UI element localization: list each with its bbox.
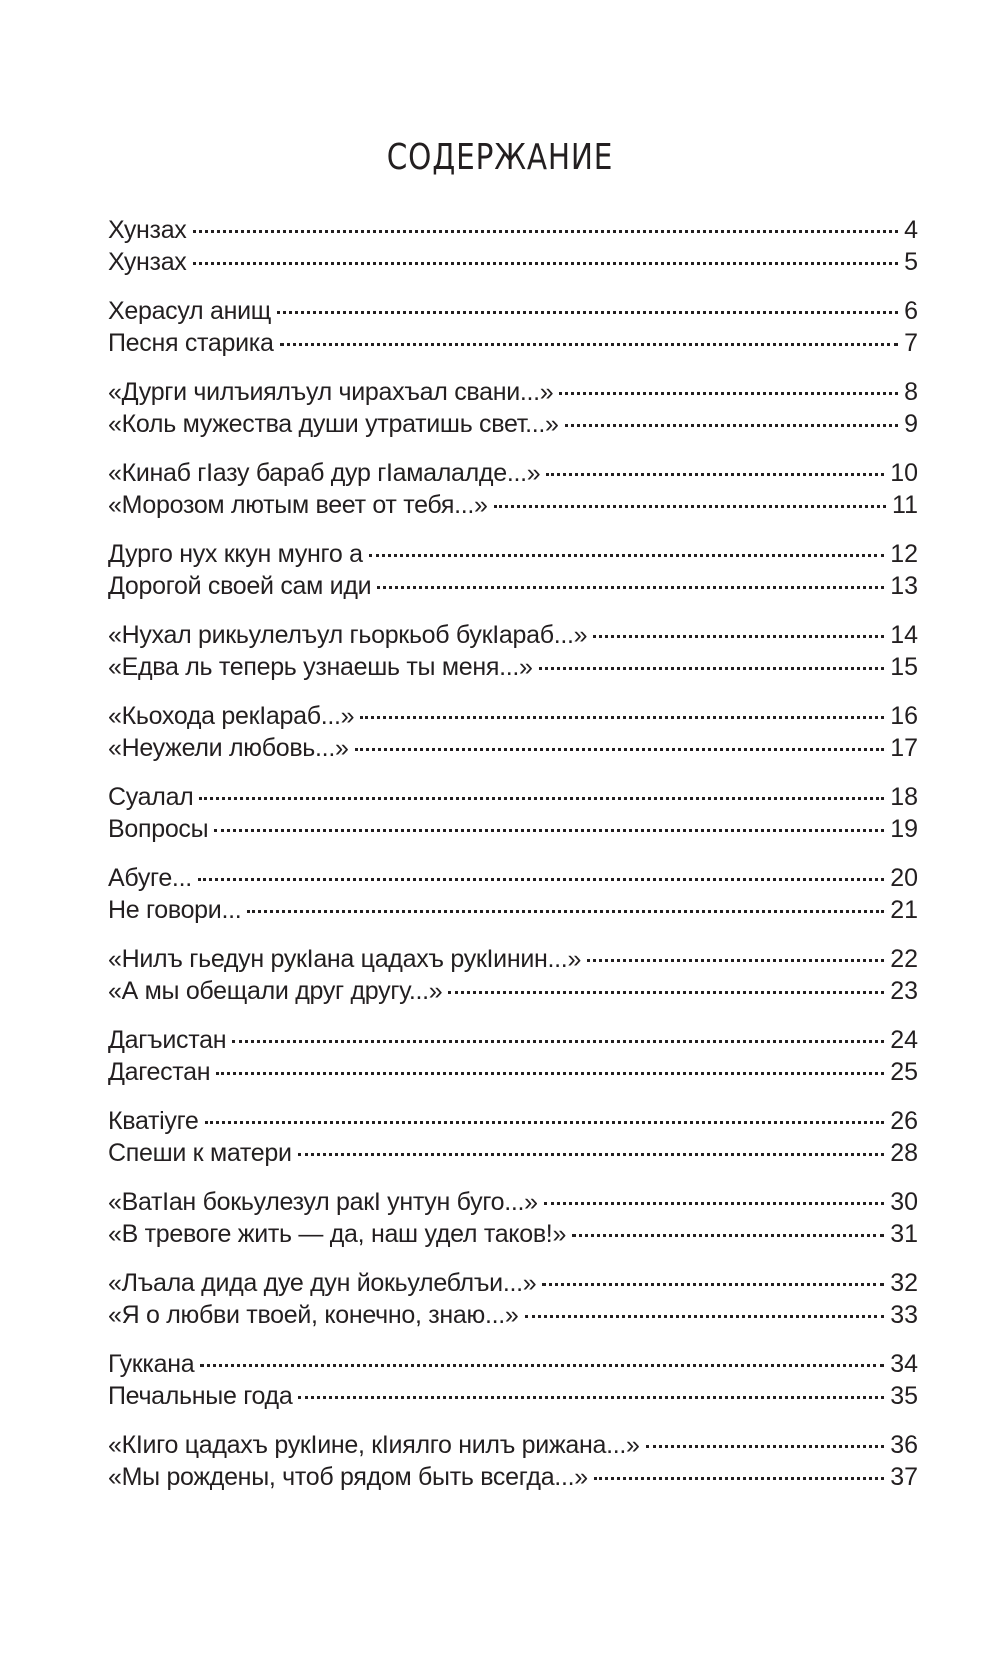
toc-entry-title: «А мы обещали друг другу...» [108, 977, 443, 1005]
toc-entry [108, 376, 918, 408]
toc-entry-title: Дорогой своей сам иди [108, 572, 372, 600]
toc-entry-page-number: 5 [904, 248, 918, 276]
dot-leader [205, 1121, 885, 1124]
toc-entry-title: «Нилъ гьедун рукIана цадахъ рукIинин...» [108, 945, 582, 973]
toc-entry [108, 1380, 918, 1412]
toc-entry-page-number: 23 [890, 977, 918, 1005]
dot-leader [587, 959, 884, 962]
toc-entry [108, 975, 918, 1007]
page-title: СОДЕРЖАНИЕ [386, 137, 614, 178]
toc-group [108, 1105, 918, 1169]
toc-entry-page-number: 25 [890, 1058, 918, 1086]
toc-entry-page-number: 30 [890, 1188, 918, 1216]
toc-entry-title: «Неужели любовь...» [108, 734, 349, 762]
toc-entry-title: Дурго нух ккун мунго а [108, 540, 363, 568]
toc-entry-page-number: 35 [890, 1382, 918, 1410]
toc-entry-title: Спеши к матери [108, 1139, 292, 1167]
dot-leader [565, 424, 898, 427]
toc-entry [108, 651, 918, 683]
toc-entry [108, 214, 918, 246]
dot-leader [277, 311, 898, 314]
toc-entry-title: «ВатIан бокьулезул ракI унтун буго...» [108, 1188, 538, 1216]
toc-group [108, 700, 918, 764]
dot-leader [298, 1153, 885, 1156]
toc-entry-page-number: 17 [890, 734, 918, 762]
toc-entry-title: «Кинаб гIазу бараб дур гIамалалде...» [108, 459, 541, 487]
toc-entry-title: Херасул анищ [108, 297, 272, 325]
toc-entry [108, 813, 918, 845]
toc-group [108, 943, 918, 1007]
toc-entry-page-number: 10 [890, 459, 918, 487]
toc-entry-page-number: 32 [890, 1269, 918, 1297]
toc-entry-title: «Лъала дида дуе дун йокьулеблъи...» [108, 1269, 537, 1297]
toc-entry-title: «Кьохода рекIараб...» [108, 702, 355, 730]
toc-group [108, 862, 918, 926]
toc-entry [108, 1105, 918, 1137]
toc-entry [108, 1186, 918, 1218]
dot-leader [539, 667, 885, 670]
toc-entry-title: «Коль мужества души утратишь свет...» [108, 410, 559, 438]
toc-entry-page-number: 16 [890, 702, 918, 730]
toc-entry-title: Вопросы [108, 815, 209, 843]
dot-leader [542, 1283, 884, 1286]
dot-leader [525, 1315, 885, 1318]
toc-entry-page-number: 36 [890, 1431, 918, 1459]
toc-group [108, 1024, 918, 1088]
toc-entry [108, 295, 918, 327]
toc-entry-page-number: 6 [904, 297, 918, 325]
toc-entry-title: «Я о любви твоей, конечно, знаю...» [108, 1301, 519, 1329]
toc-entry [108, 327, 918, 359]
dot-leader [298, 1396, 884, 1399]
toc-entry-page-number: 33 [890, 1301, 918, 1329]
toc-entry-title: «Едва ль теперь узнаешь ты меня...» [108, 653, 533, 681]
toc-entry [108, 1348, 918, 1380]
toc-entry [108, 781, 918, 813]
dot-leader [193, 230, 899, 233]
dot-leader [198, 878, 884, 881]
toc-entry [108, 570, 918, 602]
toc-entry-page-number: 19 [890, 815, 918, 843]
toc-entry [108, 457, 918, 489]
toc-entry [108, 1461, 918, 1493]
toc-entry-title: «Нухал рикьулелъул гьоркьоб букIараб...» [108, 621, 588, 649]
toc-entry-page-number: 12 [890, 540, 918, 568]
toc-group [108, 619, 918, 683]
toc-entry-page-number: 15 [890, 653, 918, 681]
toc-entry-title: «Дурги чилъиялъул чирахъал свани...» [108, 378, 554, 406]
dot-leader [193, 262, 899, 265]
dot-leader [646, 1445, 885, 1448]
toc-entry [108, 1218, 918, 1250]
dot-leader [546, 473, 884, 476]
toc-entry-page-number: 9 [904, 410, 918, 438]
toc-entry [108, 862, 918, 894]
toc-entry-page-number: 14 [890, 621, 918, 649]
toc-group [108, 781, 918, 845]
toc-entry-page-number: 26 [890, 1107, 918, 1135]
toc-group [108, 1348, 918, 1412]
toc-entry-page-number: 24 [890, 1026, 918, 1054]
toc-entry-title: Гуккана [108, 1350, 195, 1378]
toc-entry-title: «Морозом лютым веет от тебя...» [108, 491, 488, 519]
toc-entry-title: Кватiуге [108, 1107, 199, 1135]
toc-entry-title: Дагъистан [108, 1026, 227, 1054]
toc-entry [108, 619, 918, 651]
toc-entry [108, 1024, 918, 1056]
toc-group [108, 1267, 918, 1331]
toc-entry [108, 408, 918, 440]
toc-group [108, 457, 918, 521]
table-of-contents [108, 214, 918, 1510]
toc-entry [108, 1056, 918, 1088]
toc-entry-page-number: 34 [890, 1350, 918, 1378]
toc-entry [108, 538, 918, 570]
toc-group [108, 295, 918, 359]
dot-leader [594, 1477, 884, 1480]
toc-entry-title: Хунзах [108, 248, 187, 276]
toc-entry [108, 1299, 918, 1331]
toc-entry-title: Суалал [108, 783, 194, 811]
dot-leader [280, 343, 898, 346]
toc-entry-page-number: 11 [892, 491, 918, 519]
toc-entry-title: Песня старика [108, 329, 274, 357]
toc-entry [108, 732, 918, 764]
dot-leader [355, 748, 885, 751]
dot-leader [593, 635, 884, 638]
dot-leader [232, 1040, 884, 1043]
toc-entry-title: «Мы рождены, чтоб рядом быть всегда...» [108, 1463, 588, 1491]
toc-entry-title: Печальные года [108, 1382, 293, 1410]
toc-entry-page-number: 21 [890, 896, 918, 924]
dot-leader [360, 716, 884, 719]
toc-entry [108, 246, 918, 278]
toc-entry-title: Не говори... [108, 896, 242, 924]
dot-leader [494, 505, 886, 508]
dot-leader [544, 1202, 884, 1205]
toc-entry-title: Хунзах [108, 216, 187, 244]
toc-entry-page-number: 4 [904, 216, 918, 244]
dot-leader [214, 829, 884, 832]
toc-entry-page-number: 7 [904, 329, 918, 357]
dot-leader [572, 1234, 884, 1237]
toc-entry [108, 1429, 918, 1461]
toc-group [108, 214, 918, 278]
toc-entry-title: «В тревоге жить — да, наш удел таков!» [108, 1220, 567, 1248]
toc-entry [108, 894, 918, 926]
toc-entry-page-number: 8 [904, 378, 918, 406]
toc-entry-title: Абуге... [108, 864, 192, 892]
dot-leader [559, 392, 898, 395]
toc-entry-page-number: 31 [890, 1220, 918, 1248]
toc-entry [108, 700, 918, 732]
toc-entry-page-number: 18 [890, 783, 918, 811]
toc-entry-page-number: 22 [890, 945, 918, 973]
toc-group [108, 376, 918, 440]
toc-entry-page-number: 37 [890, 1463, 918, 1491]
toc-entry [108, 943, 918, 975]
dot-leader [200, 1364, 884, 1367]
toc-entry [108, 1267, 918, 1299]
toc-entry-page-number: 20 [890, 864, 918, 892]
toc-entry-title: «КIиго цадахъ рукIине, кIиялго нилъ рижана...» [108, 1431, 640, 1459]
dot-leader [247, 910, 884, 913]
dot-leader [369, 554, 885, 557]
toc-entry [108, 489, 918, 521]
toc-entry-title: Дагестан [108, 1058, 211, 1086]
toc-group [108, 538, 918, 602]
dot-leader [199, 797, 884, 800]
toc-entry [108, 1137, 918, 1169]
dot-leader [448, 991, 884, 994]
dot-leader [216, 1072, 884, 1075]
toc-group [108, 1429, 918, 1493]
toc-entry-page-number: 28 [890, 1139, 918, 1167]
dot-leader [377, 586, 884, 589]
toc-entry-page-number: 13 [890, 572, 918, 600]
toc-group [108, 1186, 918, 1250]
